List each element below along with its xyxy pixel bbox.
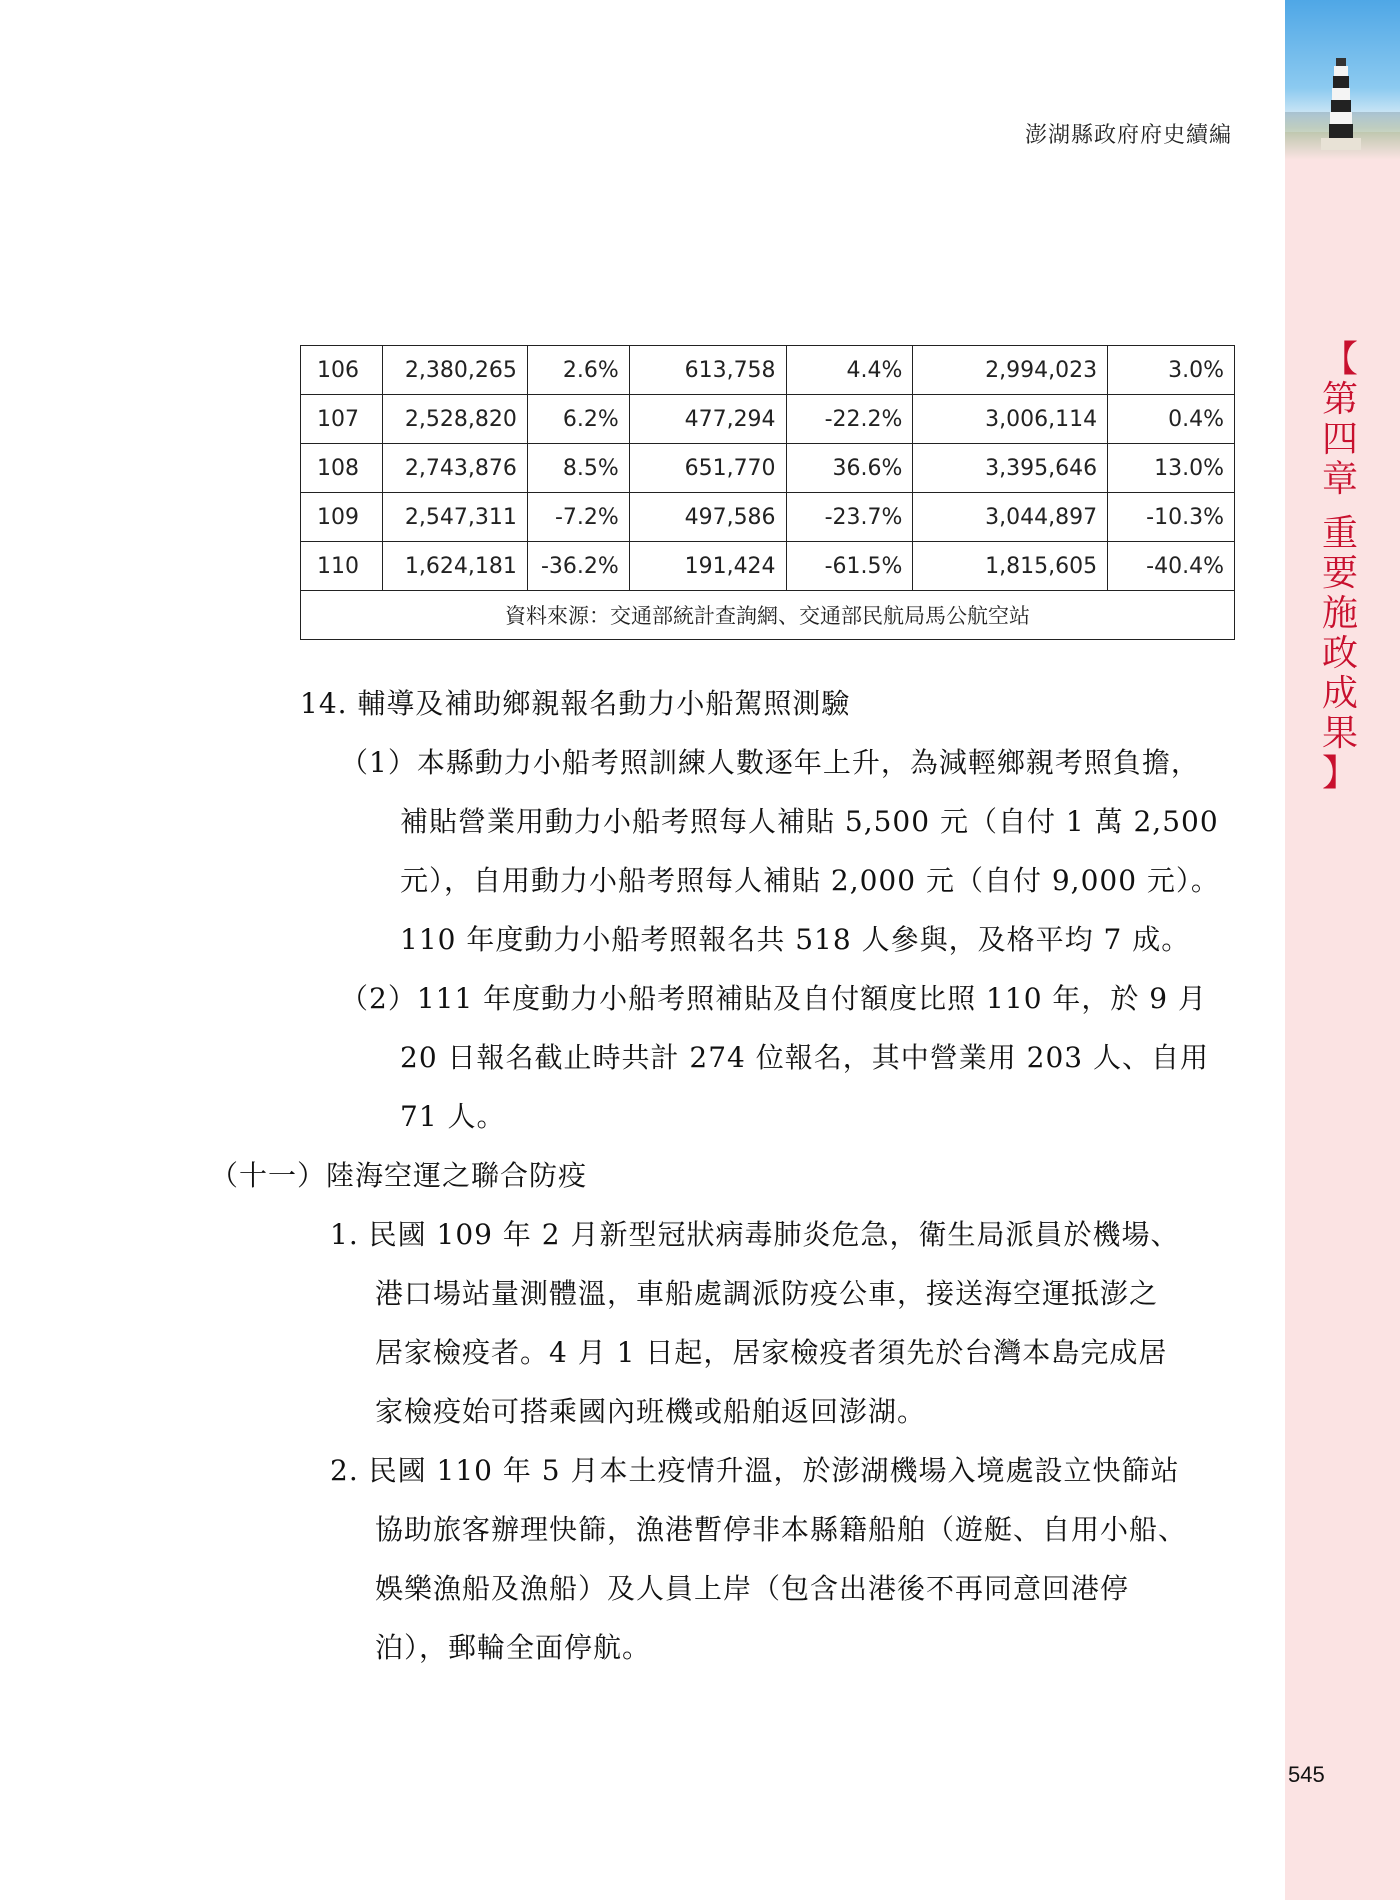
chapter-tab-char: 】 xyxy=(1321,753,1358,794)
paragraph-line: （2）111 年度動力小船考照補貼及自付額度比照 110 年，於 9 月 xyxy=(340,982,1208,1015)
table-cell: 110 xyxy=(301,542,383,591)
table-cell: -7.2% xyxy=(527,493,629,542)
table-cell: 651,770 xyxy=(629,444,786,493)
chapter-tab-char: 重 xyxy=(1321,513,1358,554)
running-header: 澎湖縣政府府史續編 xyxy=(1024,123,1232,148)
paragraph-line: 港口場站量測體溫，車船處調派防疫公車，接送海空運抵澎之 xyxy=(375,1277,1159,1310)
table-row xyxy=(301,395,1235,444)
chapter-tab-char: 【 xyxy=(1321,339,1358,380)
table-cell: -10.3% xyxy=(1108,493,1235,542)
table-cell: 477,294 xyxy=(629,395,786,444)
paragraph-line: 居家檢疫者。4 月 1 日起，居家檢疫者須先於台灣本島完成居 xyxy=(375,1336,1168,1369)
chapter-tab-char: 施 xyxy=(1321,593,1358,634)
paragraph-line: （1）本縣動力小船考照訓練人數逐年上升，為減輕鄉親考照負擔， xyxy=(340,746,1200,779)
chapter-tab xyxy=(1308,340,1372,794)
table-row xyxy=(301,493,1235,542)
table-cell: 107 xyxy=(301,395,383,444)
page-number: 545 xyxy=(1288,1762,1325,1787)
table-cell: 13.0% xyxy=(1108,444,1235,493)
table-cell: 109 xyxy=(301,493,383,542)
paragraph-line: 補貼營業用動力小船考照每人補貼 5,500 元（自付 1 萬 2,500 xyxy=(400,805,1219,838)
table-cell: 106 xyxy=(301,346,383,395)
table-cell: 3,044,897 xyxy=(913,493,1108,542)
table-cell: 191,424 xyxy=(629,542,786,591)
paragraph-line: 110 年度動力小船考照報名共 518 人參與，及格平均 7 成。 xyxy=(400,923,1191,956)
table-cell: 2,743,876 xyxy=(382,444,527,493)
chapter-tab-char: 四 xyxy=(1321,419,1358,460)
paragraph-line: 家檢疫始可搭乘國內班機或船舶返回澎湖。 xyxy=(375,1395,927,1428)
table-cell: 8.5% xyxy=(527,444,629,493)
table-cell: 2,380,265 xyxy=(382,346,527,395)
table-cell: 3.0% xyxy=(1108,346,1235,395)
table-cell: 0.4% xyxy=(1108,395,1235,444)
table-cell: 36.6% xyxy=(786,444,913,493)
paragraph-line: 泊），郵輪全面停航。 xyxy=(375,1631,652,1664)
chapter-tab-char: 成 xyxy=(1321,673,1358,714)
table-cell: -36.2% xyxy=(527,542,629,591)
table-cell: 1,624,181 xyxy=(382,542,527,591)
table-cell: 4.4% xyxy=(786,346,913,395)
table-source: 資料來源：交通部統計查詢網、交通部民航局馬公航空站 xyxy=(301,591,1235,640)
paragraph-line: 2. 民國 110 年 5 月本土疫情升溫，於澎湖機場入境處設立快篩站 xyxy=(330,1454,1180,1487)
table-cell: 3,006,114 xyxy=(913,395,1108,444)
table-cell: 613,758 xyxy=(629,346,786,395)
table-cell: -23.7% xyxy=(786,493,913,542)
table-cell: -40.4% xyxy=(1108,542,1235,591)
lighthouse-icon xyxy=(1319,58,1363,150)
table-cell: 2.6% xyxy=(527,346,629,395)
side-band xyxy=(1285,0,1400,1900)
table-cell: 497,586 xyxy=(629,493,786,542)
table-row xyxy=(301,444,1235,493)
passenger-statistics-table xyxy=(300,345,1235,640)
table-cell: 3,395,646 xyxy=(913,444,1108,493)
paragraph-line: 71 人。 xyxy=(400,1100,506,1133)
chapter-tab-char: 第 xyxy=(1321,379,1358,420)
paragraph-line: 1. 民國 109 年 2 月新型冠狀病毒肺炎危急，衛生局派員於機場、 xyxy=(330,1218,1180,1251)
table-cell: -22.2% xyxy=(786,395,913,444)
table-cell: 6.2% xyxy=(527,395,629,444)
table-cell: 1,815,605 xyxy=(913,542,1108,591)
chapter-tab-char: 政 xyxy=(1321,633,1358,674)
table-row xyxy=(301,346,1235,395)
chapter-tab-char: 要 xyxy=(1321,553,1358,594)
table-cell: 2,547,311 xyxy=(382,493,527,542)
table-row xyxy=(301,542,1235,591)
section-14-title: 14. 輔導及補助鄉親報名動力小船駕照測驗 xyxy=(300,687,851,720)
chapter-tab-char: 果 xyxy=(1321,713,1358,754)
section-11-title: （十一）陸海空運之聯合防疫 xyxy=(210,1159,588,1192)
table-cell: -61.5% xyxy=(786,542,913,591)
chapter-tab-char: 章 xyxy=(1321,459,1358,500)
table-source-row xyxy=(301,591,1235,640)
paragraph-line: 20 日報名截止時共計 274 位報名，其中營業用 203 人、自用 xyxy=(400,1041,1210,1074)
lighthouse-photo xyxy=(1285,0,1400,160)
paragraph-line: 娛樂漁船及漁船）及人員上岸（包含出港後不再同意回港停 xyxy=(375,1572,1130,1605)
table-cell: 108 xyxy=(301,444,383,493)
paragraph-line: 元），自用動力小船考照每人補貼 2,000 元（自付 9,000 元）。 xyxy=(400,864,1220,897)
table-cell: 2,994,023 xyxy=(913,346,1108,395)
table-cell: 2,528,820 xyxy=(382,395,527,444)
paragraph-line: 協助旅客辦理快篩，漁港暫停非本縣籍船舶（遊艇、自用小船、 xyxy=(375,1513,1188,1546)
